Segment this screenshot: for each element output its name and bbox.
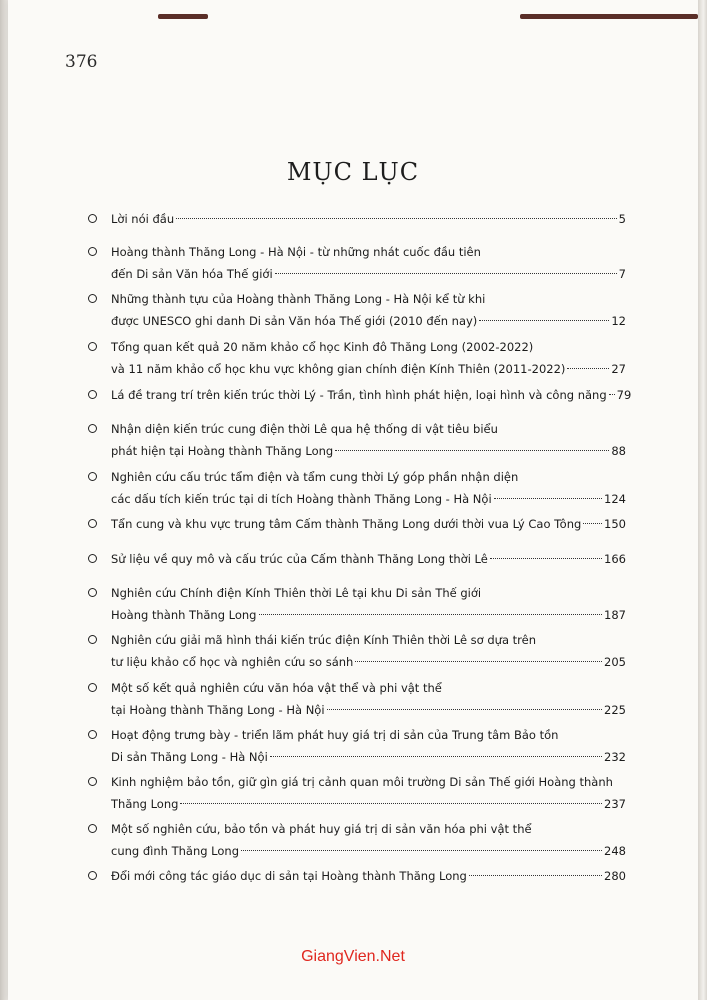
toc-entry-title: Đổi mới công tác giáo dục di sản tại Hoàng thành Thăng Long bbox=[111, 869, 467, 883]
watermark: GiangVien.Net bbox=[301, 948, 405, 965]
toc-entry-title: Nghiên cứu Chính điện Kính Thiên thời Lê tại khu Di sản Thế giới bbox=[111, 586, 482, 600]
circle-bullet-icon bbox=[88, 588, 97, 597]
toc-page-number: 150 bbox=[604, 517, 626, 531]
toc-page-number: 225 bbox=[604, 703, 626, 717]
toc-page-number: 280 bbox=[604, 869, 626, 883]
toc-entry-title: các dấu tích kiến trúc tại di tích Hoàng thành Thăng Long - Hà Nội bbox=[111, 492, 492, 506]
toc-entry-title: Sử liệu về quy mô và cấu trúc của Cấm thành Thăng Long thời Lê bbox=[111, 552, 488, 566]
circle-bullet-icon bbox=[88, 247, 97, 256]
dot-leader bbox=[494, 498, 602, 499]
toc-entry-title: cung đình Thăng Long bbox=[111, 844, 240, 858]
circle-bullet-icon bbox=[88, 519, 97, 528]
dot-leader bbox=[479, 320, 609, 321]
dot-leader bbox=[583, 523, 602, 524]
toc-page-number: 187 bbox=[604, 608, 626, 622]
toc-entry-title: Một số nghiên cứu, bảo tồn và phát huy giá trị di sản văn hóa phi vật thể bbox=[111, 822, 532, 836]
circle-bullet-icon bbox=[88, 424, 97, 433]
circle-bullet-icon bbox=[88, 871, 97, 880]
toc-page-number: 5 bbox=[618, 212, 626, 226]
toc-entry-title: tư liệu khảo cổ học và nghiên cứu so sánh bbox=[111, 655, 354, 669]
toc-entry-title: Lời nói đầu bbox=[111, 212, 175, 226]
circle-bullet-icon bbox=[88, 730, 97, 739]
circle-bullet-icon bbox=[88, 554, 97, 563]
toc-page-number: 124 bbox=[604, 492, 626, 506]
toc-entry-title: Một số kết quả nghiên cứu văn hóa vật thể và phi vật thể bbox=[111, 681, 442, 695]
circle-bullet-icon bbox=[88, 777, 97, 786]
dot-leader bbox=[275, 273, 617, 274]
toc-page-number: 79 bbox=[616, 388, 632, 402]
toc-page-number: 232 bbox=[604, 750, 626, 764]
toc-entry-title: Những thành tựu của Hoàng thành Thăng Long - Hà Nội kể từ khi bbox=[111, 292, 486, 306]
circle-bullet-icon bbox=[88, 683, 97, 692]
toc-entry-title: Kinh nghiệm bảo tồn, giữ gìn giá trị cảnh quan môi trường Di sản Thế giới Hoàng thành bbox=[111, 775, 613, 789]
toc-page-number: 27 bbox=[611, 362, 626, 376]
toc-entry-title: Lá đề trang trí trên kiến trúc thời Lý - Trần, tình hình phát hiện, loại hình và công năng bbox=[111, 388, 607, 402]
toc-entry-title: Hoạt động trưng bày - triển lãm phát huy giá trị di sản của Trung tâm Bảo tồn bbox=[111, 728, 559, 742]
toc-page-number: 205 bbox=[604, 655, 626, 669]
toc-page-number: 12 bbox=[611, 314, 626, 328]
dot-leader bbox=[490, 558, 602, 559]
dot-leader bbox=[609, 394, 615, 395]
dot-leader bbox=[176, 218, 617, 219]
circle-bullet-icon bbox=[88, 342, 97, 351]
page-number: 376 bbox=[65, 52, 98, 72]
circle-bullet-icon bbox=[88, 472, 97, 481]
toc-entry-title: Nghiên cứu giải mã hình thái kiến trúc điện Kính Thiên thời Lê sơ dựa trên bbox=[111, 633, 537, 647]
toc-page-number: 7 bbox=[618, 267, 626, 281]
toc-page-number: 166 bbox=[604, 552, 626, 566]
toc-entry-title: Hoàng thành Thăng Long - Hà Nội - từ những nhát cuốc đầu tiên bbox=[111, 245, 481, 259]
circle-bullet-icon bbox=[88, 824, 97, 833]
toc-entry-title: đến Di sản Văn hóa Thế giới bbox=[111, 267, 273, 281]
toc-page-number: 248 bbox=[604, 844, 626, 858]
page-left-edge bbox=[0, 0, 8, 1000]
toc-entry-title: Tẩn cung và khu vực trung tâm Cấm thành Thăng Long dưới thời vua Lý Cao Tông bbox=[111, 517, 582, 531]
dot-leader bbox=[355, 661, 602, 662]
book-page bbox=[8, 0, 698, 1000]
dot-leader bbox=[327, 709, 603, 710]
toc-entry-title: phát hiện tại Hoàng thành Thăng Long bbox=[111, 444, 334, 458]
toc-entry-title: Nhận diện kiến trúc cung điện thời Lê qua hệ thống di vật tiêu biểu bbox=[111, 422, 498, 436]
toc-entry-title: Di sản Thăng Long - Hà Nội bbox=[111, 750, 268, 764]
dot-leader bbox=[259, 614, 603, 615]
dot-leader bbox=[270, 756, 602, 757]
toc-entry-title: Tổng quan kết quả 20 năm khảo cổ học Kinh đô Thăng Long (2002-2022) bbox=[111, 340, 534, 354]
dot-leader bbox=[241, 850, 602, 851]
circle-bullet-icon bbox=[88, 214, 97, 223]
circle-bullet-icon bbox=[88, 294, 97, 303]
toc-entry-title: và 11 năm khảo cổ học khu vực không gian chính điện Kính Thiên (2011-2022) bbox=[111, 362, 566, 376]
dot-leader bbox=[180, 803, 602, 804]
toc-entry-title: tại Hoàng thành Thăng Long - Hà Nội bbox=[111, 703, 325, 717]
dot-leader bbox=[567, 368, 609, 369]
page-right-edge bbox=[698, 0, 707, 1000]
toc-entry-title: Nghiên cứu cấu trúc tẩm điện và tẩm cung thời Lý góp phần nhận diện bbox=[111, 470, 519, 484]
toc-page-number: 88 bbox=[611, 444, 626, 458]
top-binding-strip bbox=[520, 14, 698, 19]
toc-page-number: 237 bbox=[604, 797, 626, 811]
circle-bullet-icon bbox=[88, 390, 97, 399]
dot-leader bbox=[469, 875, 602, 876]
toc-entry-title: Thăng Long bbox=[111, 797, 179, 811]
page-title: MỤC LỤC bbox=[286, 158, 420, 186]
circle-bullet-icon bbox=[88, 635, 97, 644]
toc-entry-title: Hoàng thành Thăng Long bbox=[111, 608, 257, 622]
dot-leader bbox=[335, 450, 609, 451]
top-binding-strip bbox=[158, 14, 208, 19]
toc-entry-title: được UNESCO ghi danh Di sản Văn hóa Thế giới (2010 đến nay) bbox=[111, 314, 478, 328]
